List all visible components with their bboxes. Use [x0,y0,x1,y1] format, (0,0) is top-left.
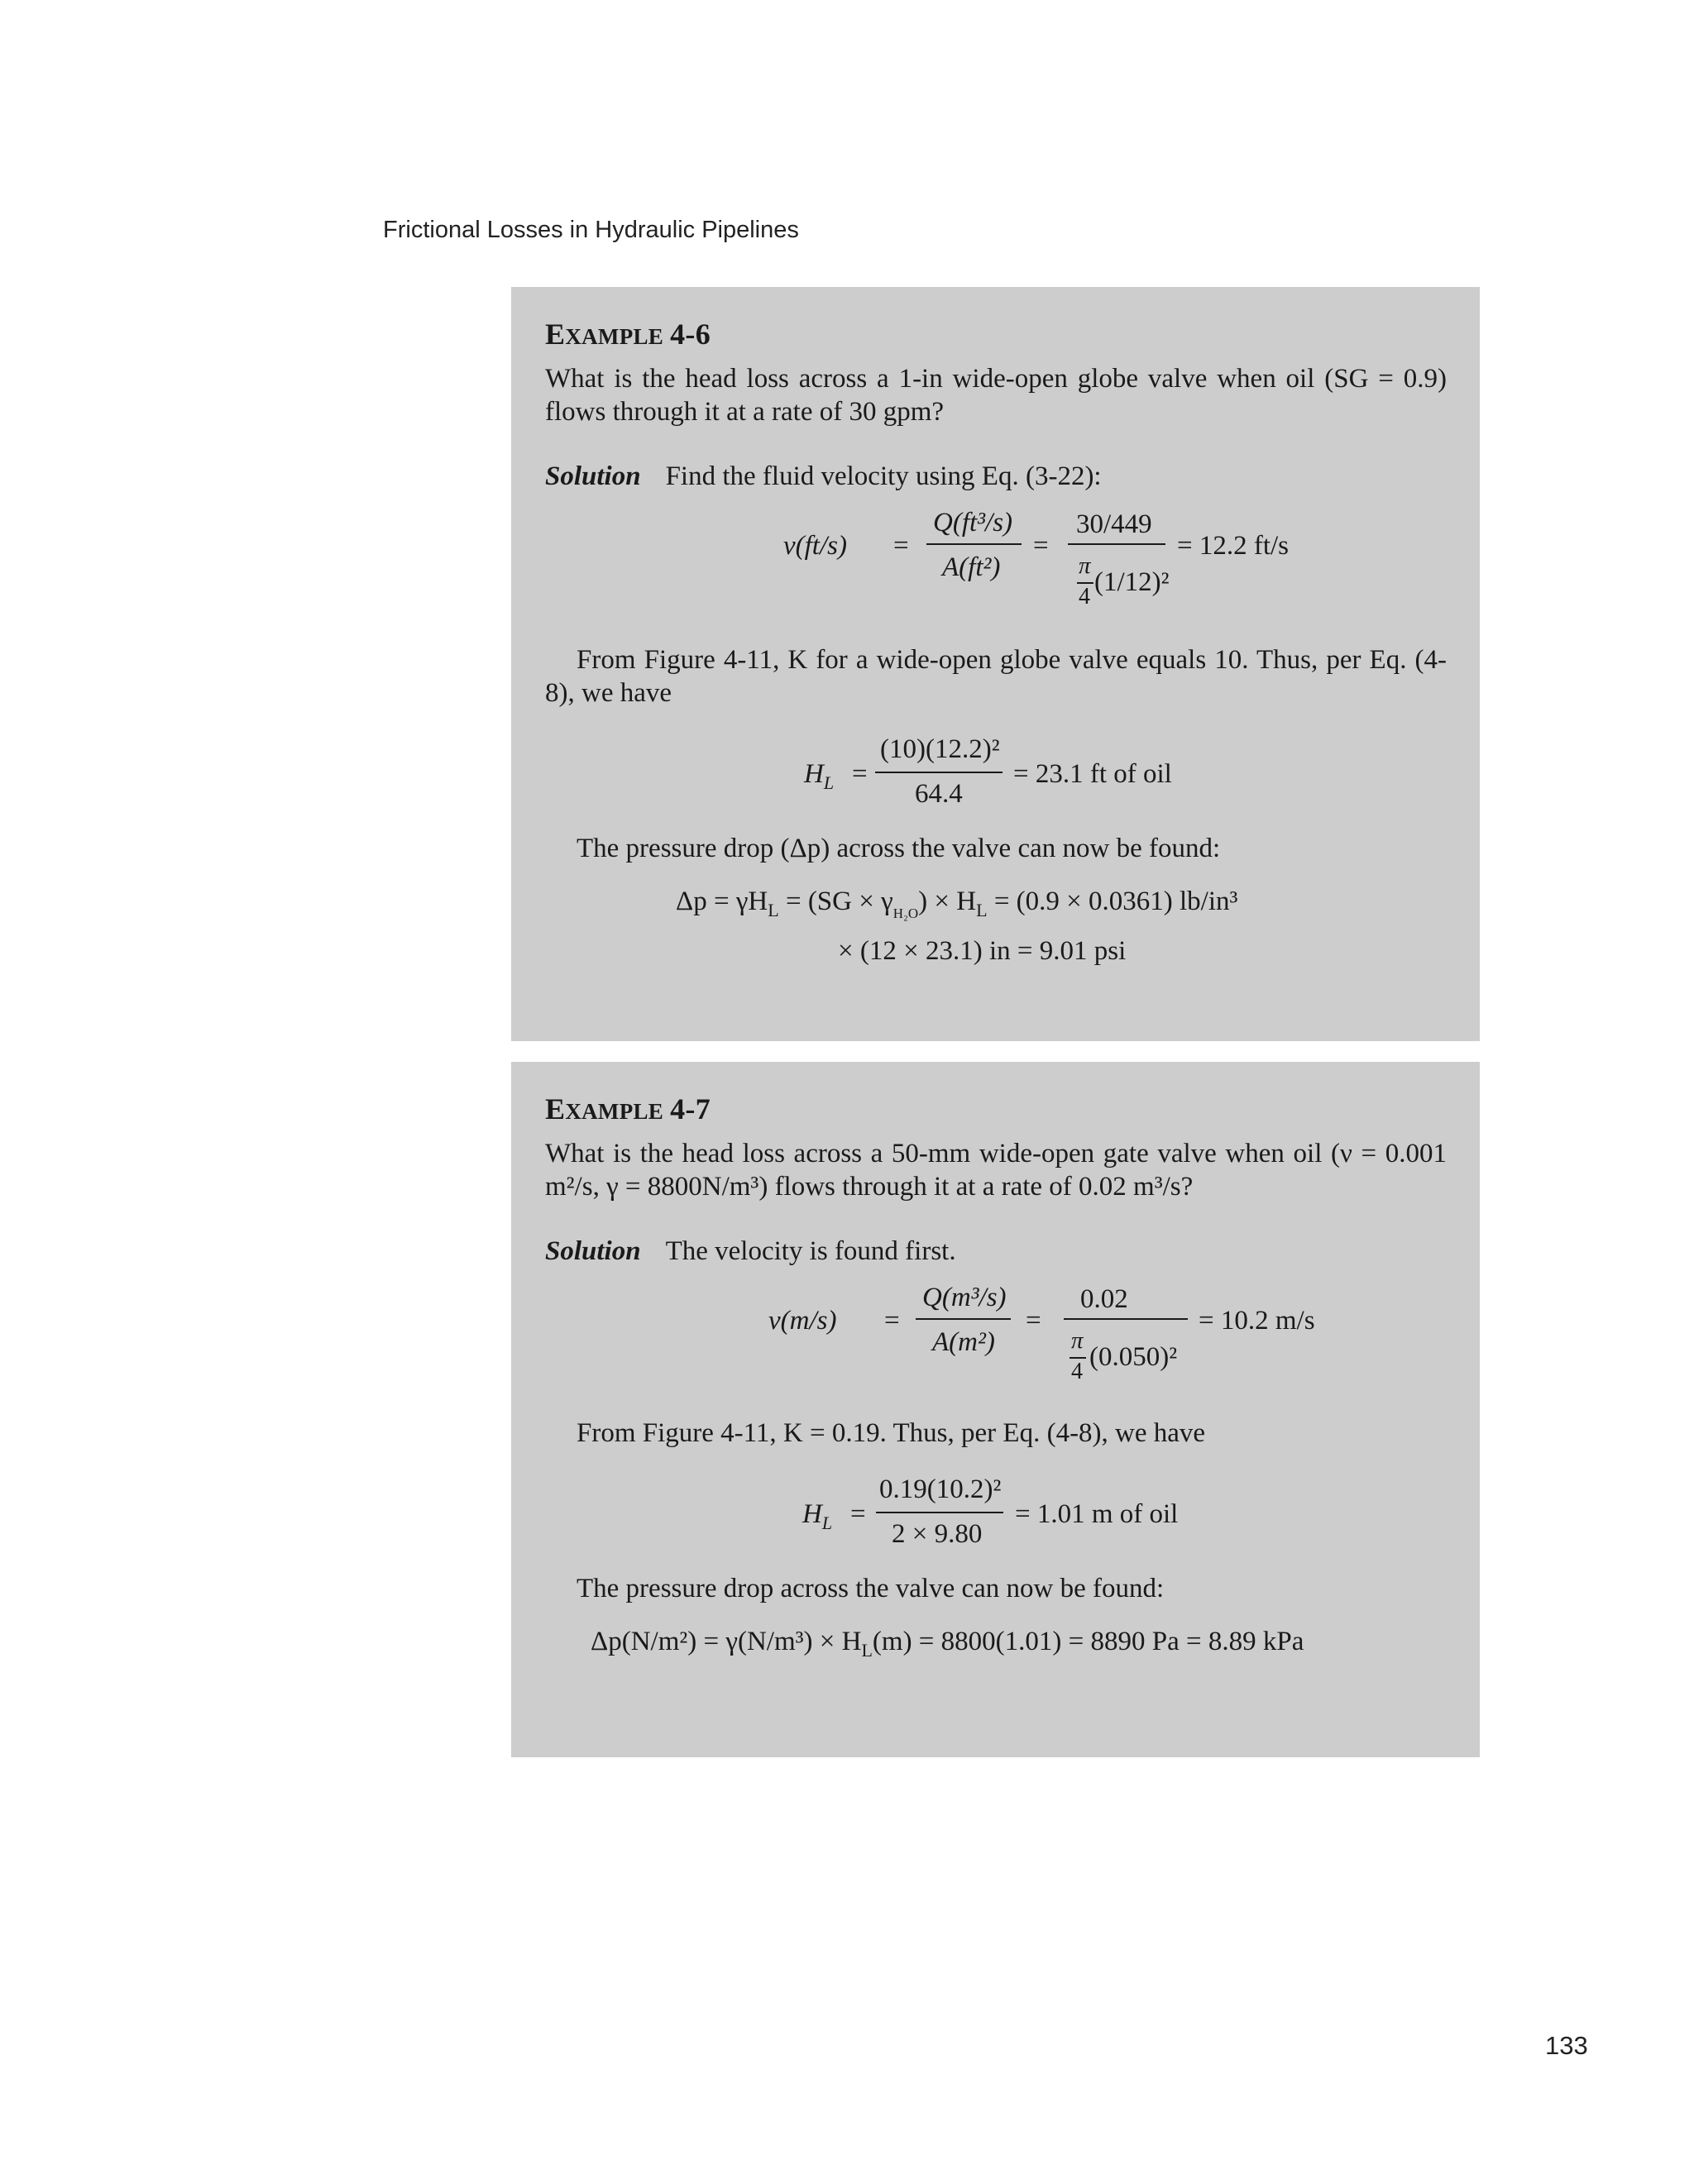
fraction-bar-2 [1068,543,1165,545]
eq-part: Δp = γH [676,887,768,917]
paragraph: From Figure 4-11, K for a wide-open globe valve equals 10. Thus, per Eq. (4-8), we have [545,645,1447,709]
frac-numerator-2: 30/449 [1076,509,1152,540]
pressure-drop-equation [545,1617,1447,1675]
frac-denominator: A(m²) [932,1327,995,1358]
pi-symbol: π [1079,552,1091,580]
eq-line-1 [676,887,1238,922]
eq-lhs: v(m/s) [768,1306,837,1336]
solution-label: Solution [545,461,641,492]
example-4-6-box [511,287,1480,1041]
eq-part: = (0.9 × 0.0361) lb/in³ [987,887,1238,917]
fraction-bar [875,772,1003,773]
eq-result: = 12.2 ft/s [1177,531,1290,562]
frac-numerator: (10)(12.2)² [880,734,1000,765]
fraction-bar [876,1512,1003,1513]
frac-numerator: Q(m³/s) [922,1283,1007,1313]
head-loss-equation [545,1470,1447,1562]
frac-denominator: A(ft²) [942,552,1001,583]
frac-numerator-2: 0.02 [1080,1284,1128,1315]
frac-numerator: Q(ft³/s) [933,508,1013,538]
fraction-bar [926,543,1022,545]
example-title [545,317,1447,352]
head-loss-equation [545,729,1447,822]
four: 4 [1071,1359,1083,1385]
title-cap: E [545,318,566,351]
example-title [545,1092,1447,1127]
solution-line [545,460,1447,493]
eq-lhs [802,1499,833,1534]
eq-line-2: × (12 × 23.1) in = 9.01 psi [838,936,1127,967]
eq-part: (m) = 8800(1.01) = 8890 Pa = 8.89 kPa [872,1627,1304,1657]
subscript: L [976,900,988,921]
example-number: 4-6 [670,318,711,351]
eq-lhs: v(ft/s) [783,531,847,562]
page-number: 133 [1545,2031,1588,2060]
eq-part: = (SG × γ [778,887,893,917]
eq-lhs [804,759,835,794]
frac-denominator: 64.4 [915,779,963,810]
H-symbol: H [804,759,824,790]
paragraph: The pressure drop across the valve can now be found: [577,1574,1165,1604]
running-head: Frictional Losses in Hydraulic Pipelines [383,217,799,243]
title-smallcaps: XAMPLE [565,324,664,349]
eq-equals: = [884,1306,900,1336]
paragraph: The pressure drop (Δp) across the valve can now be found: [577,834,1221,864]
velocity-equation [545,504,1447,628]
velocity-equation [545,1279,1447,1403]
subscript: H₂O [892,906,919,922]
paragraph: From Figure 4-11, K = 0.19. Thus, per Eq. (4-8), we have [577,1418,1206,1449]
eq-equals: = [850,1499,866,1530]
frac-numerator: 0.19(10.2)² [879,1474,1002,1505]
solution-label: Solution [545,1236,641,1267]
pi-symbol: π [1071,1327,1084,1355]
eq-equals-2: = [1033,531,1049,562]
example-number: 4-7 [670,1092,711,1125]
frac-denominator-2: (0.050)² [1089,1342,1178,1373]
eq-equals-2: = [1026,1306,1041,1336]
eq-equals: = [852,759,868,790]
question-text: What is the head loss across a 50-mm wide-open gate valve when oil (ν = 0.001 m²/s, γ = 8800N/m³) flows through it at a rate of 0.02 m³/s? [545,1139,1447,1202]
solution-text: The velocity is found first. [665,1236,956,1267]
four: 4 [1079,584,1090,610]
solution-line [545,1235,1447,1268]
fraction-bar [916,1318,1011,1320]
eq-part: ) × H [918,887,977,917]
eq-result: = 23.1 ft of oil [1013,759,1172,790]
eq-equals: = [893,531,909,562]
eq-line-1 [591,1627,1304,1661]
question-text: What is the head loss across a 1-in wide-open globe valve when oil (SG = 0.9) flows through it at a rate of 30 gpm? [545,364,1447,428]
eq-result: = 10.2 m/s [1199,1306,1315,1336]
L-subscript: L [821,1513,833,1534]
title-cap: E [545,1092,566,1125]
fraction-bar-2 [1064,1318,1188,1320]
H-symbol: H [802,1499,822,1530]
eq-result: = 1.01 m of oil [1015,1499,1179,1530]
subscript: L [861,1640,873,1661]
title-smallcaps: XAMPLE [565,1099,664,1124]
L-subscript: L [823,772,835,794]
example-4-7-box [511,1062,1480,1757]
pressure-drop-equation [545,877,1447,968]
solution-text: Find the fluid velocity using Eq. (3-22): [665,461,1102,492]
subscript: L [768,900,779,921]
frac-denominator: 2 × 9.80 [892,1519,983,1550]
frac-denominator-2: (1/12)² [1094,567,1170,598]
eq-part: Δp(N/m²) = γ(N/m³) × H [591,1627,862,1657]
